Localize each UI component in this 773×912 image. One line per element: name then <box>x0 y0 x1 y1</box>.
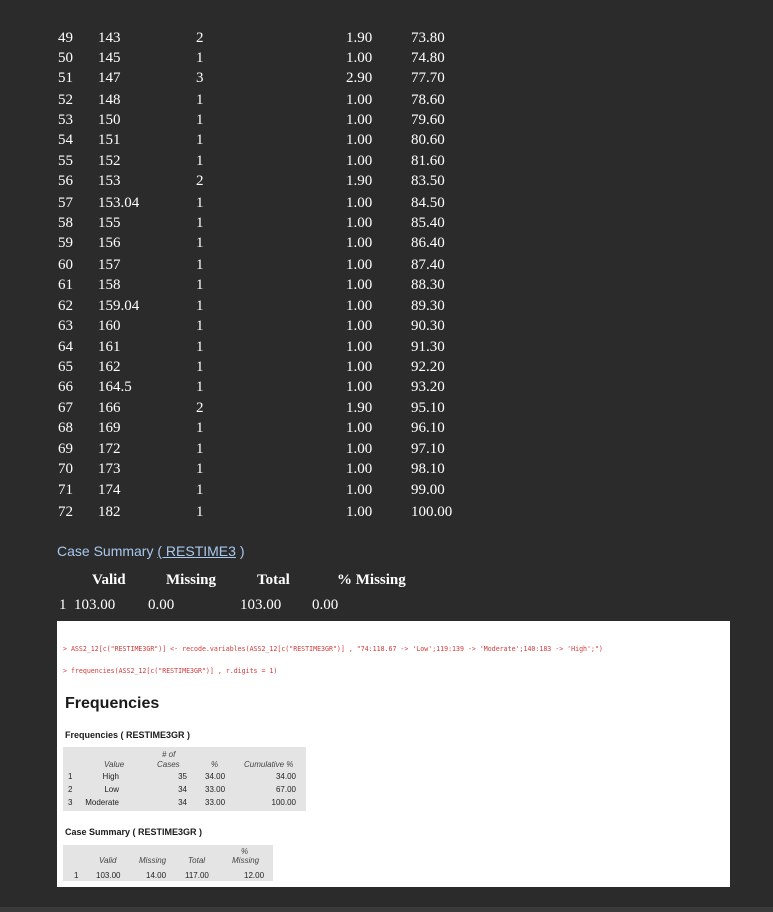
row-index: 65 <box>58 359 73 375</box>
row-count: 1 <box>196 420 204 436</box>
row-cumulative: 97.10 <box>411 441 445 457</box>
row-count: 2 <box>196 173 204 189</box>
row-count: 1 <box>196 92 204 108</box>
row-value: 153 <box>98 173 121 189</box>
row-count: 1 <box>196 318 204 334</box>
row-cumulative: 84.50 <box>411 195 445 211</box>
pcs-header-pct-top: % <box>241 847 249 856</box>
row-cumulative: 80.60 <box>411 132 445 148</box>
row-cumulative: 90.30 <box>411 318 445 334</box>
row-cumulative: 81.60 <box>411 153 445 169</box>
row-percent: 2.90 <box>346 70 373 86</box>
row-value: 159.04 <box>98 298 140 314</box>
row-value: 156 <box>98 235 121 251</box>
row-percent: 1.90 <box>346 400 373 416</box>
row-cumulative: 86.40 <box>411 235 445 251</box>
row-index: 61 <box>58 277 73 293</box>
row-index: 62 <box>58 298 73 314</box>
command-frequencies[interactable]: > frequencies(ASS2_12[c("RESTIME3GR")] , r.digits = 1) <box>63 667 278 675</box>
row-index: 70 <box>58 461 73 477</box>
row-cumulative: 87.40 <box>411 257 445 273</box>
row-index: 55 <box>58 153 73 169</box>
row-percent: 1.00 <box>346 482 373 498</box>
row-value: 151 <box>98 132 121 148</box>
row-count: 1 <box>196 379 204 395</box>
row-cumulative: 79.60 <box>411 112 445 128</box>
row-count: 1 <box>196 298 204 314</box>
prow-index: 1 <box>68 772 73 781</box>
row-count: 1 <box>196 482 204 498</box>
row-value: 150 <box>98 112 121 128</box>
row-count: 1 <box>196 50 204 66</box>
row-count: 1 <box>196 441 204 457</box>
pcs-valid-value: 103.00 <box>96 871 121 880</box>
row-value: 162 <box>98 359 121 375</box>
row-count: 1 <box>196 235 204 251</box>
case-summary-title <box>57 543 245 559</box>
row-count: 1 <box>196 215 204 231</box>
row-index: 66 <box>58 379 73 395</box>
variable-link[interactable]: ( RESTIME3 <box>157 543 236 559</box>
output-panel <box>57 621 730 887</box>
row-value: 157 <box>98 257 121 273</box>
cs-pct-missing-value: 0.00 <box>312 597 339 613</box>
frequencies-subtitle: Frequencies ( RESTIME3GR ) <box>65 730 191 740</box>
prow-percent: 34.00 <box>205 772 226 781</box>
row-percent: 1.00 <box>346 298 373 314</box>
row-count: 1 <box>196 112 204 128</box>
row-cumulative: 88.30 <box>411 277 445 293</box>
row-percent: 1.90 <box>346 30 373 46</box>
row-value: 145 <box>98 50 121 66</box>
row-percent: 1.00 <box>346 132 373 148</box>
row-cumulative: 100.00 <box>411 504 453 520</box>
row-index: 52 <box>58 92 73 108</box>
pcs-header-valid: Valid <box>99 856 117 865</box>
row-percent: 1.00 <box>346 277 373 293</box>
pcs-header-total: Total <box>188 856 206 865</box>
row-cumulative: 89.30 <box>411 298 445 314</box>
row-value: 158 <box>98 277 121 293</box>
prow-cases: 34 <box>178 798 187 807</box>
row-count: 3 <box>196 70 204 86</box>
pcs-row-index: 1 <box>74 871 79 880</box>
cs-row-index: 1 <box>59 597 67 613</box>
row-index: 58 <box>58 215 73 231</box>
freq-header-cumulative: Cumulative % <box>244 760 294 769</box>
panel-case-summary-subtitle: Case Summary ( RESTIME3GR ) <box>65 827 203 837</box>
row-value: 147 <box>98 70 121 86</box>
row-percent: 1.00 <box>346 112 373 128</box>
row-value: 143 <box>98 30 121 46</box>
row-percent: 1.00 <box>346 153 373 169</box>
row-cumulative: 73.80 <box>411 30 445 46</box>
row-cumulative: 78.60 <box>411 92 445 108</box>
row-index: 63 <box>58 318 73 334</box>
prow-cumulative: 34.00 <box>275 772 296 781</box>
row-percent: 1.00 <box>346 215 373 231</box>
prow-cumulative: 100.00 <box>271 798 296 807</box>
row-value: 153.04 <box>98 195 140 211</box>
cs-missing-value: 0.00 <box>148 597 175 613</box>
pcs-header-pct-bottom: Missing <box>232 856 260 865</box>
row-index: 51 <box>58 70 73 86</box>
row-value: 164.5 <box>98 379 132 395</box>
row-percent: 1.00 <box>346 235 373 251</box>
row-value: 152 <box>98 153 121 169</box>
row-percent: 1.00 <box>346 379 373 395</box>
row-percent: 1.00 <box>346 92 373 108</box>
pcs-total-value: 117.00 <box>185 871 209 880</box>
row-percent: 1.00 <box>346 339 373 355</box>
row-percent: 1.00 <box>346 257 373 273</box>
row-percent: 1.00 <box>346 461 373 477</box>
row-index: 67 <box>58 400 73 416</box>
prow-value: Moderate <box>85 798 119 807</box>
row-percent: 1.00 <box>346 504 373 520</box>
prow-value: High <box>102 772 119 781</box>
row-cumulative: 95.10 <box>411 400 445 416</box>
row-index: 64 <box>58 339 73 355</box>
freq-header-value: Value <box>104 760 125 769</box>
prow-index: 3 <box>68 798 73 807</box>
row-cumulative: 93.20 <box>411 379 445 395</box>
row-index: 56 <box>58 173 73 189</box>
prow-percent: 33.00 <box>205 798 226 807</box>
row-index: 49 <box>58 30 73 46</box>
prow-index: 2 <box>68 785 73 794</box>
row-percent: 1.00 <box>346 441 373 457</box>
prow-value: Low <box>104 785 119 794</box>
cs-header-valid: Valid <box>92 572 126 588</box>
row-count: 1 <box>196 461 204 477</box>
frequencies-heading: Frequencies <box>65 695 160 712</box>
row-index: 54 <box>58 132 73 148</box>
freq-header-cases-bottom: Cases <box>157 760 180 769</box>
freq-header-cases-top: # of <box>162 750 176 759</box>
row-value: 172 <box>98 441 121 457</box>
row-count: 1 <box>196 132 204 148</box>
prow-percent: 33.00 <box>205 785 226 794</box>
row-index: 71 <box>58 482 73 498</box>
case-summary-label: Case Summary <box>57 543 154 559</box>
prow-cases: 34 <box>178 785 187 794</box>
row-percent: 1.00 <box>346 50 373 66</box>
cs-header-total: Total <box>257 572 290 588</box>
row-index: 60 <box>58 257 73 273</box>
row-cumulative: 96.10 <box>411 420 445 436</box>
cs-valid-value: 103.00 <box>74 597 116 613</box>
row-percent: 1.90 <box>346 173 373 189</box>
row-value: 182 <box>98 504 121 520</box>
row-index: 50 <box>58 50 73 66</box>
row-value: 160 <box>98 318 121 334</box>
row-cumulative: 77.70 <box>411 70 445 86</box>
row-percent: 1.00 <box>346 420 373 436</box>
row-index: 68 <box>58 420 73 436</box>
row-cumulative: 91.30 <box>411 339 445 355</box>
cs-header-missing: Missing <box>166 572 217 588</box>
row-index: 59 <box>58 235 73 251</box>
row-percent: 1.00 <box>346 359 373 375</box>
row-value: 173 <box>98 461 121 477</box>
pcs-header-missing: Missing <box>139 856 167 865</box>
row-cumulative: 85.40 <box>411 215 445 231</box>
cs-total-value: 103.00 <box>240 597 282 613</box>
pcs-pct-missing-value: 12.00 <box>244 871 265 880</box>
case-summary-close: ) <box>235 543 245 559</box>
row-value: 169 <box>98 420 121 436</box>
row-cumulative: 98.10 <box>411 461 445 477</box>
row-percent: 1.00 <box>346 318 373 334</box>
row-count: 1 <box>196 359 204 375</box>
row-count: 1 <box>196 195 204 211</box>
row-index: 57 <box>58 195 73 211</box>
row-value: 161 <box>98 339 121 355</box>
command-recode[interactable]: > ASS2_12[c("RESTIME3GR")] <- recode.variables(ASS2_12[c("RESTIME3GR")] , "74:118.67 -> 'Low';119:139 -> 'Moderate';140:183 -> 'High';") <box>63 645 603 653</box>
cs-header-pct-missing: % Missing <box>337 572 406 588</box>
row-index: 69 <box>58 441 73 457</box>
row-index: 53 <box>58 112 73 128</box>
row-cumulative: 74.80 <box>411 50 445 66</box>
row-value: 166 <box>98 400 121 416</box>
row-cumulative: 99.00 <box>411 482 445 498</box>
row-value: 155 <box>98 215 121 231</box>
freq-header-pct: % <box>211 760 219 769</box>
row-index: 72 <box>58 504 73 520</box>
row-count: 2 <box>196 30 204 46</box>
row-value: 174 <box>98 482 121 498</box>
row-count: 1 <box>196 277 204 293</box>
row-percent: 1.00 <box>346 195 373 211</box>
row-cumulative: 92.20 <box>411 359 445 375</box>
status-strip <box>0 907 773 912</box>
row-count: 1 <box>196 339 204 355</box>
pcs-missing-value: 14.00 <box>146 871 167 880</box>
row-count: 1 <box>196 257 204 273</box>
prow-cumulative: 67.00 <box>275 785 296 794</box>
row-cumulative: 83.50 <box>411 173 445 189</box>
prow-cases: 35 <box>178 772 187 781</box>
row-count: 1 <box>196 504 204 520</box>
row-count: 1 <box>196 153 204 169</box>
row-count: 2 <box>196 400 204 416</box>
row-value: 148 <box>98 92 121 108</box>
